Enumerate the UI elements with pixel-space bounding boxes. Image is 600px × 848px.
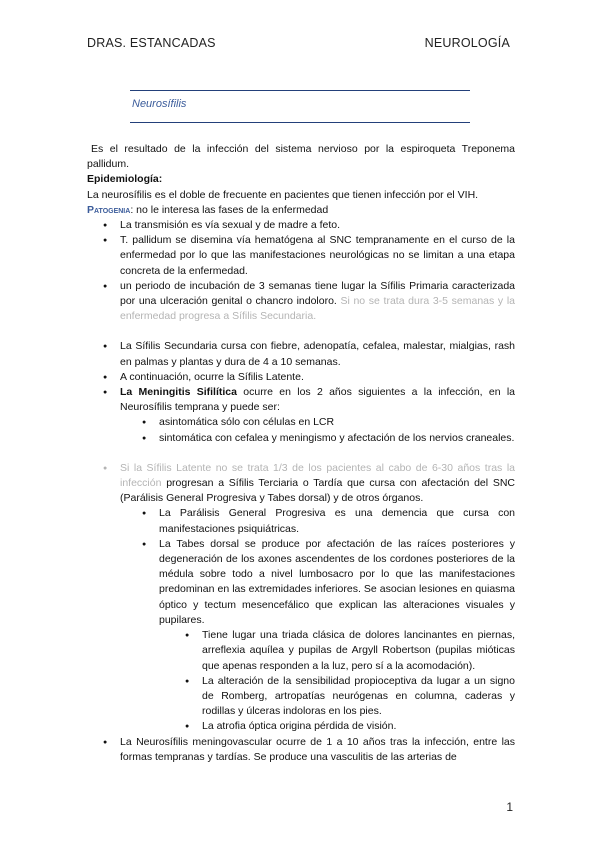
terciaria-sublist xyxy=(87,506,515,734)
list-item: ● La Meningitis Sifilítica ocurre en los 2 años siguientes a la infección, en la Neurosífilis temprana y puede ser: ● asintomática sólo con células en LCR ● sintomática con cefalea y meningismo y afectación de los nervios craneales. xyxy=(87,385,515,446)
stages-list xyxy=(87,339,515,445)
list-item: ● sintomática con cefalea y meningismo y afectación de los nervios craneales. xyxy=(87,431,515,446)
list-item: ● un periodo de incubación de 3 semanas tiene lugar la Sífilis Primaria caracterizada por una ulceración genital o chancro indoloro. Si no se trata dura 3-5 semanas y la enfermedad progresa a Sífilis Secundaria. xyxy=(87,279,515,325)
meningitis-sublist xyxy=(87,415,515,445)
title-rule-bottom xyxy=(130,122,470,123)
title-rule-top xyxy=(130,90,470,91)
tabes-sublist xyxy=(87,628,515,734)
intro-paragraph: Es el resultado de la infección del sistema nervioso por la espiroqueta Treponema pallidum. xyxy=(87,143,515,171)
list-item: ● asintomática sólo con células en LCR xyxy=(87,415,515,430)
list-item: ● La Sífilis Secundaria cursa con fiebre, adenopatía, cefalea, malestar, mialgias, rash en palmas y plantas y dura de 4 a 10 semanas. xyxy=(87,339,515,369)
document-body xyxy=(87,142,515,765)
header-left: DRAS. ESTANCADAS xyxy=(87,36,216,50)
epidemiology-heading: Epidemiología: xyxy=(87,173,163,186)
pathogenesis-line: Patogenia: no le interesa las fases de la enfermedad xyxy=(87,203,329,216)
list-item: ● La transmisión es vía sexual y de madre a feto. xyxy=(87,218,515,233)
page-number: 1 xyxy=(506,800,513,814)
list-item: ● Tiene lugar una triada clásica de dolores lancinantes en piernas, arreflexia aquílea y pupilas de Argyll Robertson (pupilas mióticas que apenas responden a la luz, pero sí a la acomodación). xyxy=(87,628,515,674)
list-item: ● La Neurosífilis meningovascular ocurre de 1 a 10 años tras la infección, entre las formas tempranas y tardías. Se produce una vasculitis de las arterias de xyxy=(87,735,515,765)
list-item: ● La Tabes dorsal se produce por afectación de las raíces posteriores y degeneración de los axones ascendentes de los cordones posteriores de la médula sobre todo a nivel lumbosacro por lo que las manifestaciones predominan en las extremidades inferiores. Se asocian lesiones en quiasma óptico y tectum mesencefálico que explican las alteraciones visuales y pupilares. ● Tiene lugar una triada clásica de dolores lancinantes en piernas, arreflexia aquílea y pupilas de Argyll Robertson (pupilas mióticas que apenas responden a la luz, pero sí a la acomodación). ● La alteración de la sensibilidad propioceptiva da lugar a un signo de Romberg, artropatías neurógenas en columna, caderas y rodillas y úlceras indoloras en los pies. ● La atrofia óptica origina pérdida de visión. xyxy=(87,537,515,735)
pathogenesis-list xyxy=(87,218,515,324)
list-item: ● La alteración de la sensibilidad propioceptiva da lugar a un signo de Romberg, artropatías neurógenas en columna, caderas y rodillas y úlceras indoloras en los pies. xyxy=(87,674,515,720)
epidemiology-text: La neurosífilis es el doble de frecuente en pacientes que tienen infección por el VIH. xyxy=(87,188,479,201)
list-item: ● La Parálisis General Progresiva es una demencia que cursa con manifestaciones psiquiátricas. xyxy=(87,506,515,536)
list-item: ● T. pallidum se disemina vía hematógena al SNC tempranamente en el curso de la enfermedad por lo que las manifestaciones neurológicas no se limitan a una etapa concreta de la enfermedad. xyxy=(87,233,515,279)
list-item: ● Si la Sífilis Latente no se trata 1/3 de los pacientes al cabo de 6-30 años tras la infección progresan a Sífilis Terciaria o Tardía que cursa con afectación del SNC (Parálisis General Progresiva y Tabes dorsal) y de otros órganos. ● La Parálisis General Progresiva es una demencia que cursa con manifestaciones psiquiátricas. ● La Tabes dorsal se produce por afectación de las raíces posteriores y degeneración de los axones ascendentes de los cordones posteriores de la médula sobre todo a nivel lumbosacro por lo que las manifestaciones predominan en las extremidades inferiores. Se asocian lesiones en quiasma óptico y tectum mesencefálico que explican las alteraciones visuales y pupilares. ● Tiene lugar una triada clásica de dolores lancinantes en piernas, arreflexia aquílea y pupilas de Argyll Robertson (pupilas mióticas que apenas responden a la luz, pero sí a la acomodación). ● La alteración de la sensibilidad propioceptiva da lugar a un signo de Romberg, artropatías neurógenas en columna, caderas y rodillas y úlceras indoloras en los pies. ● La atrofia óptica origina pérdida de visión. xyxy=(87,461,515,735)
list-item: ● A continuación, ocurre la Sífilis Latente. xyxy=(87,370,515,385)
list-item: ● La atrofia óptica origina pérdida de visión. xyxy=(87,719,515,734)
header-right: NEUROLOGÍA xyxy=(424,36,510,50)
late-stage-list xyxy=(87,461,515,765)
section-subtitle: Neurosífilis xyxy=(132,98,187,110)
pathogenesis-label: Patogenia xyxy=(87,203,131,216)
